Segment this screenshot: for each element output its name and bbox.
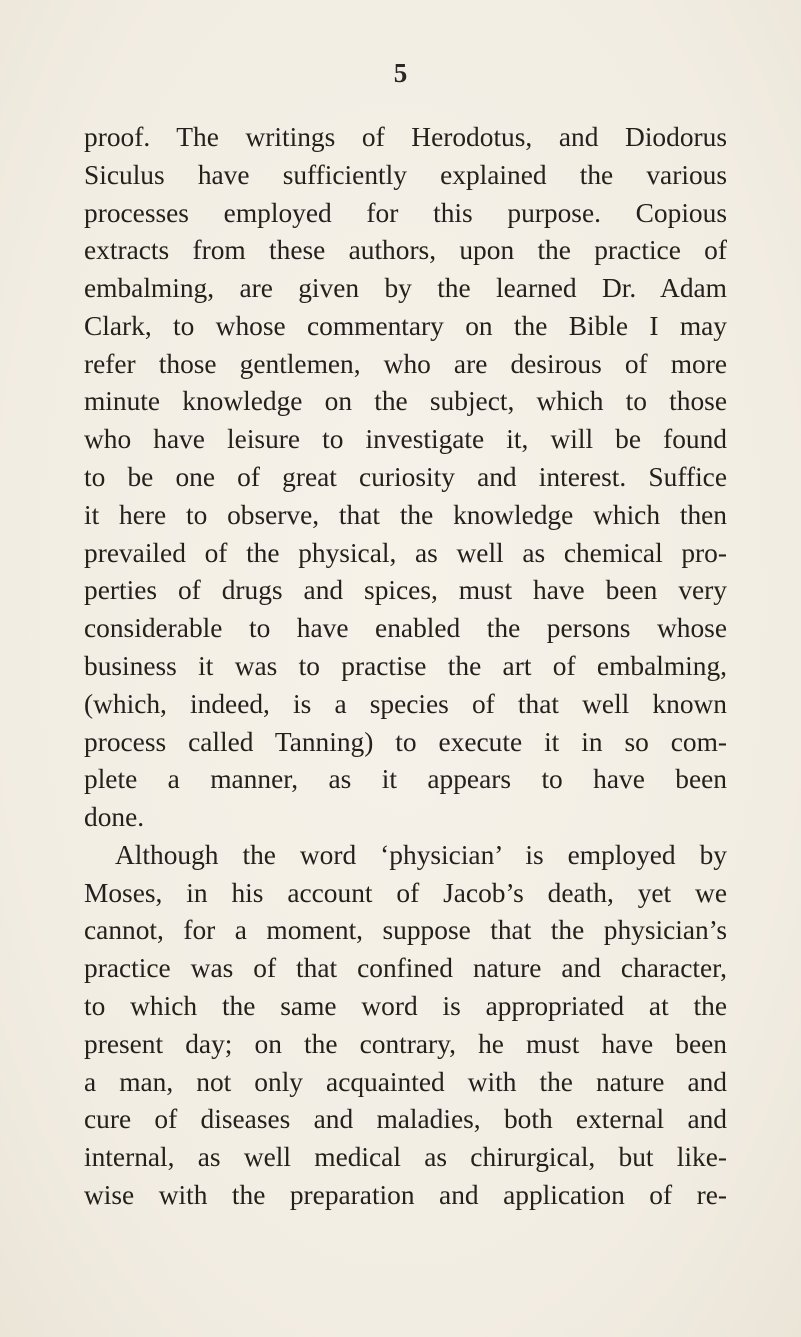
text-line: cure of diseases and maladies, both external and: [84, 1104, 727, 1135]
text-line: Moses, in his account of Jacob’s death, yet we: [84, 877, 727, 908]
text-line: extracts from these authors, upon the practice of: [84, 235, 727, 266]
text-line: to be one of great curiosity and interest. Suffice: [84, 462, 727, 493]
text-line: a man, not only acquainted with the nature and: [84, 1066, 727, 1097]
text-line: proof. The writings of Herodotus, and Diodorus: [84, 122, 727, 152]
text-line: who have leisure to investigate it, will be found: [84, 424, 727, 455]
text-line: process called Tanning) to execute it in so com-: [84, 726, 727, 757]
text-line: present day; on the contrary, he must have been: [84, 1028, 727, 1059]
text-line: Although the word ‘physician’ is employed by: [115, 839, 727, 870]
text-line: Siculus have sufficiently explained the various: [84, 159, 727, 190]
text-line: perties of drugs and spices, must have been very: [84, 575, 727, 606]
text-line: (which, indeed, is a species of that well known: [84, 688, 727, 719]
text-line: wise with the preparation and application of re-: [84, 1179, 727, 1210]
text-line: business it was to practise the art of embalming,: [84, 650, 727, 681]
text-line: cannot, for a moment, suppose that the physician’s: [84, 915, 727, 946]
text-line: internal, as well medical as chirurgical, but like-: [84, 1142, 727, 1173]
text-line: practice was of that confined nature and character,: [84, 953, 727, 984]
text-line: Clark, to whose commentary on the Bible I may: [84, 310, 727, 341]
paragraph-2: [84, 837, 727, 1215]
text-line: plete a manner, as it appears to have been: [84, 764, 727, 795]
text-line: it here to observe, that the knowledge which then: [84, 499, 727, 530]
text-line: to which the same word is appropriated at the: [84, 990, 727, 1021]
text-line: embalming, are given by the learned Dr. Adam: [84, 273, 727, 304]
text-line: prevailed of the physical, as well as chemical pro-: [84, 537, 727, 568]
text-line: minute knowledge on the subject, which to those: [84, 386, 727, 417]
text-line: processes employed for this purpose. Copious: [84, 197, 727, 228]
paragraph-1: [84, 119, 727, 837]
page-number: 5: [393, 58, 408, 88]
text-line: refer those gentlemen, who are desirous of more: [84, 348, 727, 379]
text-line: considerable to have enabled the persons whose: [84, 613, 727, 644]
body-text: [84, 119, 727, 1215]
text-line: done.: [84, 802, 145, 833]
